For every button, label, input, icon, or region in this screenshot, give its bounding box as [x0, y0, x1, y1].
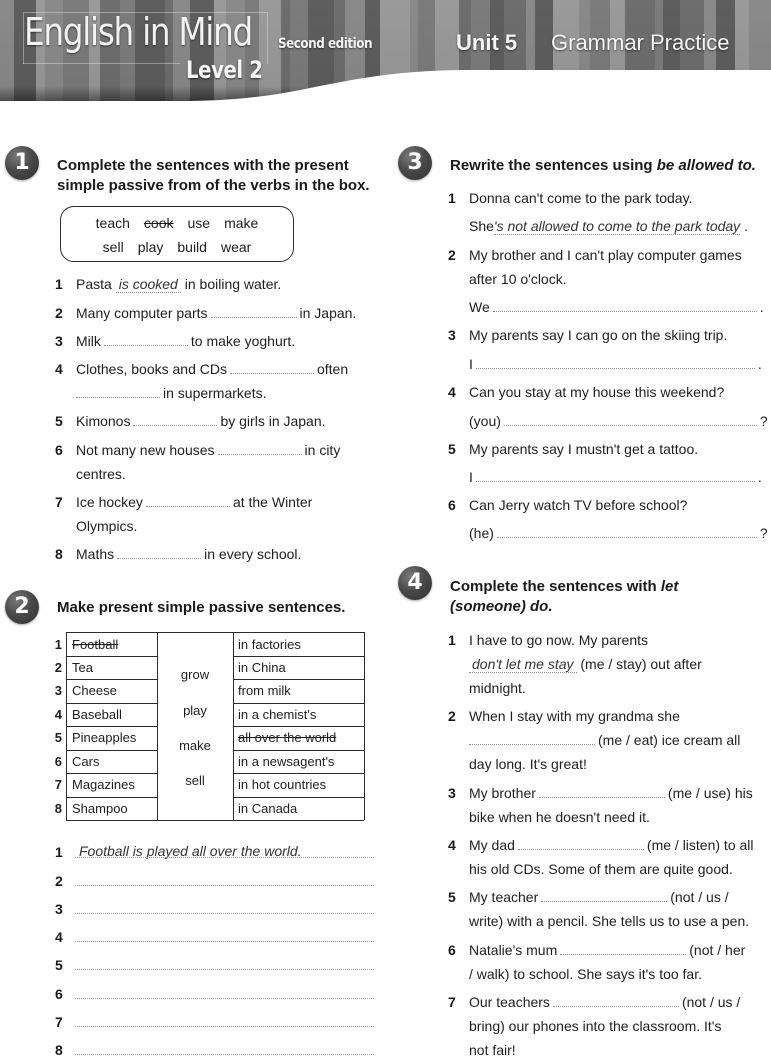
- word-box-row-2: [61, 239, 293, 255]
- answer-field[interactable]: [211, 305, 297, 318]
- item-text: [469, 784, 753, 802]
- place-cell: all over the world: [238, 730, 337, 745]
- instruction-line: simple passive from of the verbs in the box.: [57, 177, 370, 194]
- brand-level: Level 2: [186, 56, 263, 84]
- answer-field[interactable]: [539, 785, 665, 798]
- list-item: [76, 332, 295, 350]
- item-number: 2: [55, 873, 63, 889]
- item-text: to make yoghurt.: [190, 333, 296, 349]
- item-text: at the Winter: [232, 494, 313, 510]
- answer-field[interactable]: [117, 546, 201, 559]
- exercise-4-instruction: [450, 577, 678, 617]
- list-item: [76, 545, 301, 563]
- item-text: [469, 836, 754, 854]
- list-item: [76, 412, 326, 430]
- word-use: use: [187, 215, 211, 231]
- subject-cell: Pineapples: [72, 730, 137, 745]
- list-item-continuation: [73, 384, 266, 402]
- exercise-2-badge: 2: [5, 590, 39, 624]
- item-text: [466, 731, 740, 749]
- item-text: [469, 993, 740, 1011]
- list-item: [76, 360, 348, 378]
- item-text: not fair!: [469, 1042, 516, 1058]
- item-prompt-continuation: after 10 o'clock.: [469, 271, 567, 287]
- item-text: Milk: [76, 333, 101, 349]
- item-number: 8: [55, 546, 63, 562]
- instruction-line: Complete the sentences with the present: [57, 157, 349, 174]
- item-text: bring) our phones into the classroom. It's: [469, 1018, 722, 1034]
- subject-cell: Magazines: [72, 777, 135, 792]
- item-number: 5: [448, 441, 456, 457]
- item-text: Many computer parts: [76, 305, 208, 321]
- rewrite-start: (he): [469, 525, 494, 541]
- rewrite-start: I: [469, 469, 473, 485]
- exercise-4-badge: 4: [398, 566, 432, 600]
- answer-field[interactable]: [230, 361, 314, 374]
- word-play: play: [137, 239, 164, 255]
- rewrite-end: .: [759, 299, 764, 315]
- instruction-italic: be allowed to.: [656, 157, 756, 174]
- brand-frame-line: [23, 63, 180, 64]
- answer-field[interactable]: [76, 385, 160, 398]
- item-number: 4: [448, 384, 456, 400]
- item-number: 6: [448, 497, 456, 513]
- rewrite-end: .: [744, 218, 748, 234]
- item-text: Clothes, books and CDs: [76, 361, 227, 377]
- verb-cell: make: [179, 738, 211, 753]
- answer-field[interactable]: [469, 732, 595, 745]
- rewrite-line: [469, 468, 762, 486]
- list-item-continuation: Olympics.: [76, 518, 138, 534]
- table-border: [157, 632, 233, 633]
- item-text: in every school.: [204, 546, 302, 562]
- subject-cell: Cheese: [72, 683, 117, 698]
- answer-line[interactable]: [75, 857, 374, 858]
- item-prompt: Donna can't come to the park today.: [469, 190, 693, 206]
- place-cell: in Canada: [238, 801, 298, 816]
- answer-field[interactable]: [218, 442, 302, 455]
- answer-field[interactable]: [493, 299, 757, 312]
- item-text: Kimonos: [76, 413, 131, 429]
- exercise-3-badge: 3: [398, 146, 432, 180]
- row-number: 8: [54, 801, 62, 816]
- item-text: in supermarkets.: [163, 385, 267, 401]
- item-text: [469, 655, 702, 673]
- brand-title: English in Mind: [24, 10, 252, 54]
- row-number: 6: [54, 754, 62, 769]
- item-text: Pasta: [76, 276, 112, 292]
- answer-field[interactable]: 's not allowed to come to the park today: [493, 218, 741, 234]
- item-number: 2: [448, 247, 456, 263]
- rewrite-start: We: [469, 299, 490, 315]
- item-number: 7: [55, 1014, 63, 1030]
- item-number: 1: [448, 632, 456, 648]
- rewrite-line: [469, 355, 762, 373]
- item-text: My dad: [469, 837, 515, 853]
- answer-field[interactable]: don't let me stay: [469, 656, 577, 673]
- section-label: Grammar Practice: [551, 30, 730, 55]
- rewrite-end: .: [757, 356, 762, 372]
- item-text: his old CDs. Some of them are quite good.: [469, 861, 733, 877]
- item-number: 3: [448, 785, 456, 801]
- subject-cell: Football: [72, 637, 119, 652]
- item-text: Maths: [76, 546, 115, 562]
- item-number: 3: [55, 333, 63, 349]
- unit-label: Unit 5: [456, 30, 518, 55]
- word-teach: teach: [95, 215, 130, 231]
- page-header: [0, 0, 771, 104]
- rewrite-end: ?: [759, 525, 768, 541]
- answer-line[interactable]: [75, 969, 374, 970]
- item-text: When I stay with my grandma she: [469, 708, 680, 724]
- item-text: / walk) to school. She says it's too far.: [469, 966, 702, 982]
- item-text: Ice hockey: [76, 494, 143, 510]
- row-number: 4: [54, 707, 62, 722]
- list-item: [76, 493, 312, 511]
- row-number: 2: [54, 660, 62, 675]
- verb-cell: sell: [185, 773, 205, 788]
- item-text: Natalie's mum: [469, 942, 558, 958]
- item-text: by girls in Japan.: [220, 413, 326, 429]
- item-number: 7: [55, 494, 63, 510]
- table-border: [66, 820, 364, 821]
- item-text: in Japan.: [299, 305, 357, 321]
- item-text: Not many new houses: [76, 442, 215, 458]
- rewrite-line: [469, 524, 768, 542]
- answer-line[interactable]: [75, 998, 374, 999]
- word-wear: wear: [220, 239, 252, 255]
- answer-field[interactable]: [146, 494, 230, 507]
- item-text: day long. It's great!: [469, 756, 587, 772]
- rewrite-start: She: [469, 218, 494, 234]
- item-text: (not / us /: [681, 994, 741, 1010]
- item-number: 6: [448, 942, 456, 958]
- item-text: (not / her: [689, 942, 746, 958]
- rewrite-start: (you): [469, 413, 501, 429]
- place-cell: in a newsagent's: [238, 754, 335, 769]
- item-text: [469, 941, 745, 959]
- item-text: [469, 888, 729, 906]
- place-cell: in hot countries: [238, 777, 327, 792]
- exercise-3-instruction: [450, 156, 756, 176]
- answer-line[interactable]: [75, 1054, 374, 1055]
- item-text: (me / eat) ice cream all: [598, 732, 741, 748]
- item-number: 4: [55, 929, 63, 945]
- list-item: [76, 441, 340, 459]
- rewrite-end: .: [757, 469, 762, 485]
- answer-field[interactable]: [553, 994, 679, 1007]
- item-text: bike when he doesn't need it.: [469, 809, 650, 825]
- answer-field[interactable]: [504, 413, 757, 426]
- answer-text: Football is played all over the world.: [79, 843, 302, 859]
- item-text: I have to go now. My parents: [469, 632, 648, 648]
- item-number: 4: [448, 837, 456, 853]
- item-number: 7: [448, 994, 456, 1010]
- word-box-row-1: [61, 215, 293, 231]
- table-border: [157, 632, 158, 820]
- item-number: 5: [55, 413, 63, 429]
- item-text: (me / listen) to all: [646, 837, 754, 853]
- place-cell: in China: [238, 660, 286, 675]
- rewrite-end: ?: [759, 413, 768, 429]
- answer-field[interactable]: is cooked: [116, 276, 181, 293]
- item-number: 5: [448, 889, 456, 905]
- item-prompt: My parents say I can go on the skiing trip.: [469, 327, 728, 343]
- answer-field[interactable]: [104, 333, 188, 346]
- place-cell: from milk: [238, 683, 291, 698]
- instruction-text: Complete the sentences with: [450, 578, 661, 595]
- subject-cell: Cars: [72, 754, 100, 769]
- row-number: 1: [54, 637, 62, 652]
- item-number: 3: [448, 327, 456, 343]
- word-sell: sell: [102, 239, 124, 255]
- subject-cell: Baseball: [72, 707, 122, 722]
- list-item-continuation: centres.: [76, 466, 126, 482]
- answer-line[interactable]: [75, 885, 374, 886]
- item-number: 5: [55, 957, 63, 973]
- item-text: in boiling water.: [184, 276, 282, 292]
- item-number: 8: [55, 1042, 63, 1058]
- word-build: build: [177, 239, 207, 255]
- item-text: Our teachers: [469, 994, 550, 1010]
- item-prompt: Can Jerry watch TV before school?: [469, 497, 688, 513]
- item-number: 6: [55, 442, 63, 458]
- row-number: 5: [54, 730, 62, 745]
- item-number: 3: [55, 901, 63, 917]
- instruction-text: Rewrite the sentences using: [450, 157, 657, 174]
- answer-line[interactable]: [75, 913, 374, 914]
- item-number: 4: [55, 361, 63, 377]
- item-text: in city: [304, 442, 341, 458]
- row-number: 7: [54, 777, 62, 792]
- answer-field[interactable]: [476, 356, 755, 369]
- item-prompt: Can you stay at my house this weekend?: [469, 384, 725, 400]
- answer-field[interactable]: [560, 942, 686, 955]
- list-item: [76, 304, 356, 322]
- item-text: (me / use) his: [667, 785, 753, 801]
- answer-line[interactable]: [75, 941, 374, 942]
- instruction-italic: let: [660, 578, 679, 595]
- item-number: 1: [55, 844, 63, 860]
- rewrite-start: I: [469, 356, 473, 372]
- item-text: (me / stay) out after: [580, 656, 702, 672]
- item-prompt: My brother and I can't play computer games: [469, 247, 742, 263]
- row-number: 3: [54, 683, 62, 698]
- answer-field[interactable]: [476, 469, 755, 482]
- rewrite-line: [469, 298, 764, 316]
- subject-cell: Tea: [72, 660, 93, 675]
- exercise-2-instruction: Make present simple passive sentences.: [57, 599, 346, 616]
- item-text: write) with a pencil. She tells us to use a pen.: [469, 913, 750, 929]
- answer-field[interactable]: [133, 413, 217, 426]
- rewrite-line: [469, 412, 768, 430]
- instruction-italic: (someone) do.: [450, 598, 553, 615]
- answer-line[interactable]: [75, 1026, 374, 1027]
- word-make: make: [224, 215, 259, 231]
- place-cell: in factories: [238, 637, 301, 652]
- answer-field[interactable]: [541, 889, 667, 902]
- item-text: My brother: [469, 785, 536, 801]
- item-text: (not / us /: [670, 889, 729, 905]
- item-number: 2: [448, 708, 456, 724]
- answer-field[interactable]: [497, 525, 757, 538]
- exercise-1-badge: 1: [5, 146, 39, 180]
- answer-field[interactable]: [518, 837, 644, 850]
- list-item: [76, 275, 281, 293]
- item-text: My teacher: [469, 889, 539, 905]
- brand-edition: Second edition: [278, 36, 373, 52]
- exercise-1-instruction: [57, 156, 370, 196]
- word-box: [60, 206, 294, 262]
- verb-cell: grow: [180, 667, 210, 682]
- item-text: often: [316, 361, 349, 377]
- item-number: 6: [55, 986, 63, 1002]
- place-cell: in a chemist's: [238, 707, 317, 722]
- table-border: [364, 632, 365, 820]
- verb-cell: play: [183, 703, 207, 718]
- rewrite-line: [469, 217, 748, 235]
- word-cook: cook: [143, 215, 174, 231]
- item-number: 1: [448, 190, 456, 206]
- subject-cell: Shampoo: [72, 801, 128, 816]
- item-prompt: My parents say I mustn't get a tattoo.: [469, 441, 699, 457]
- item-number: 1: [55, 276, 63, 292]
- item-number: 2: [55, 305, 63, 321]
- item-text: midnight.: [469, 680, 526, 696]
